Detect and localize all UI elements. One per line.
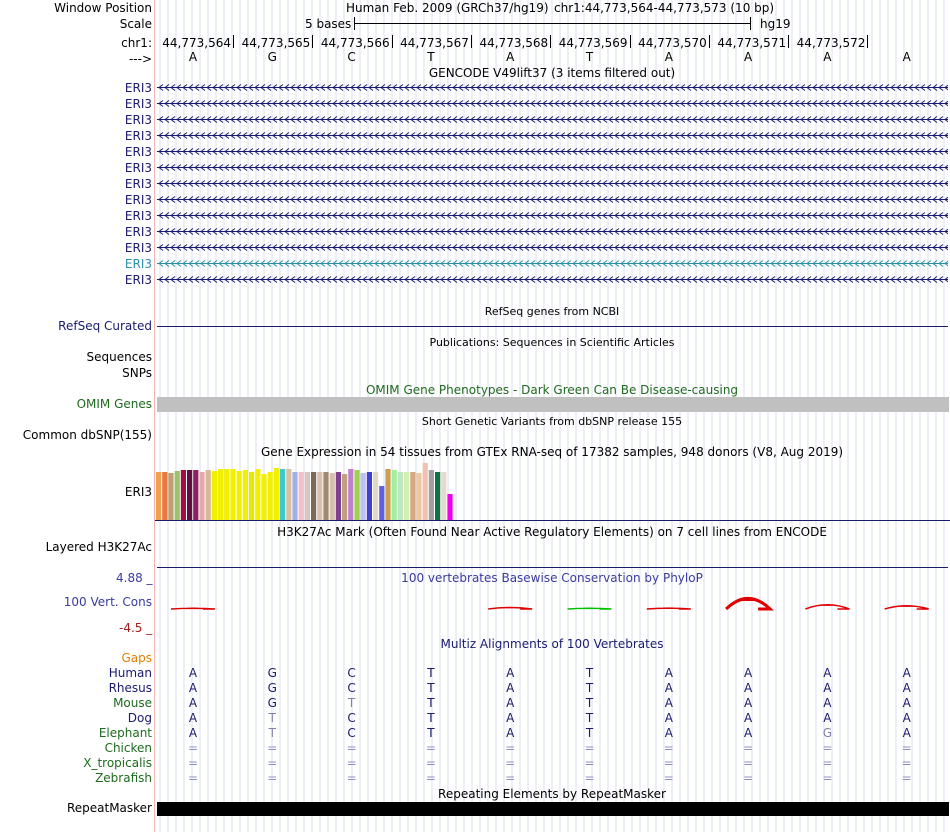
coord-label: 44,773,565: [241, 36, 311, 50]
window-position-label: Window Position: [54, 1, 152, 15]
phylop-score-mark[interactable]: [805, 605, 849, 609]
aligned-base: =: [187, 771, 199, 785]
gtex-tissue-bar[interactable]: [292, 472, 297, 520]
phylop-score-mark[interactable]: [726, 599, 770, 610]
aligned-base: A: [664, 696, 673, 710]
aligned-base: =: [822, 741, 833, 755]
coord-label: 44,773,567: [400, 36, 469, 50]
gtex-tissue-bar[interactable]: [416, 473, 421, 520]
h3k27ac-track-label[interactable]: Layered H3K27Ac: [45, 540, 152, 554]
species-label[interactable]: X_tropicalis: [83, 756, 152, 770]
gtex-tissue-bar[interactable]: [373, 472, 378, 520]
gtex-tissue-bar[interactable]: [268, 472, 273, 520]
aligned-base: A: [743, 696, 753, 710]
aligned-base: T: [347, 696, 356, 710]
aligned-base: =: [743, 741, 754, 755]
gene-label[interactable]: ERI3: [124, 129, 152, 143]
publications-track-title[interactable]: Publications: Sequences in Scientific Articles: [429, 336, 675, 349]
aligned-base: G: [267, 681, 277, 695]
species-label[interactable]: Zebrafish: [95, 771, 152, 785]
reference-base: C: [347, 50, 356, 64]
gtex-baseline: [155, 520, 950, 521]
species-label[interactable]: Human: [108, 666, 152, 680]
gene-label[interactable]: ERI3: [124, 145, 152, 159]
gtex-tissue-bar[interactable]: [385, 469, 390, 520]
gtex-tissue-bar[interactable]: [299, 472, 304, 520]
aligned-base: A: [902, 726, 911, 740]
gtex-tissue-bar[interactable]: [367, 472, 372, 520]
gtex-tissue-bar[interactable]: [230, 469, 235, 520]
phylop-track-title[interactable]: 100 vertebrates Basewise Conservation by PhyloP: [401, 571, 703, 585]
coord-tick: [709, 35, 710, 48]
reference-base: A: [902, 50, 911, 64]
repeatmasker-feature-bar[interactable]: [157, 802, 949, 816]
gene-model-bar[interactable]: [157, 179, 948, 188]
gene-label[interactable]: ERI3: [124, 113, 152, 127]
gtex-tissue-bar[interactable]: [237, 471, 242, 520]
aligned-base: =: [743, 771, 754, 785]
aligned-base: A: [506, 726, 515, 740]
gene-model-bar[interactable]: [157, 275, 948, 284]
gtex-tissue-bar[interactable]: [162, 472, 167, 520]
coord-tick: [471, 35, 472, 48]
aligned-base: G: [822, 726, 833, 740]
coord-label: 44,773,566: [320, 36, 390, 50]
refseq-line[interactable]: [157, 326, 948, 327]
aligned-base: =: [505, 771, 516, 785]
gtex-tissue-bar[interactable]: [398, 472, 403, 520]
aligned-base: T: [427, 726, 435, 740]
coord-label: 44,773,571: [717, 36, 787, 50]
coord-tick: [312, 35, 313, 48]
gene-label[interactable]: ERI3: [124, 97, 152, 111]
track-separator: [154, 0, 155, 832]
aligned-base: =: [584, 741, 595, 755]
aligned-base: A: [188, 726, 198, 740]
scale-bar-right-tick: [750, 17, 751, 30]
repeatmasker-track-title[interactable]: Repeating Elements by RepeatMasker: [438, 787, 666, 801]
coord-label: 44,773,570: [638, 36, 707, 50]
aligned-base: =: [425, 771, 436, 785]
aligned-base: =: [267, 756, 278, 770]
aligned-base: A: [823, 681, 832, 695]
aligned-base: =: [822, 756, 833, 770]
refseq-track-label[interactable]: RefSeq Curated: [58, 319, 152, 333]
gtex-tissue-bar[interactable]: [243, 470, 248, 520]
coord-label: 44,773,572: [796, 36, 866, 50]
aligned-base: T: [427, 711, 435, 725]
aligned-base: A: [743, 726, 753, 740]
aligned-base: =: [187, 741, 199, 755]
aligned-base: =: [346, 771, 357, 785]
aligned-base: A: [664, 666, 673, 680]
reference-base: G: [267, 50, 277, 64]
gtex-tissue-bar[interactable]: [187, 470, 192, 520]
scale-db: hg19: [760, 17, 791, 31]
aligned-base: A: [664, 711, 673, 725]
reference-base: A: [664, 50, 673, 64]
gene-model-bar[interactable]: [157, 259, 948, 268]
phylop-score-mark[interactable]: [885, 606, 929, 609]
aligned-base: A: [823, 711, 832, 725]
aligned-base: =: [505, 756, 516, 770]
reference-base: T: [427, 50, 435, 64]
coord-label: 44,773,569: [558, 36, 628, 50]
gene-model-bar[interactable]: [157, 227, 948, 236]
reference-base: A: [823, 50, 832, 64]
gtex-tissue-bar[interactable]: [224, 469, 229, 520]
phylop-max-label: 4.88 _: [116, 571, 153, 585]
gene-label[interactable]: ERI3: [124, 81, 152, 95]
aligned-base: G: [267, 666, 277, 680]
gtex-tissue-bar[interactable]: [441, 472, 446, 520]
aligned-base: =: [267, 741, 278, 755]
coord-tick: [788, 35, 789, 48]
aligned-base: =: [187, 756, 199, 770]
aligned-base: A: [188, 666, 198, 680]
gtex-tissue-bar[interactable]: [249, 472, 254, 520]
gtex-tissue-bar[interactable]: [447, 494, 452, 520]
aligned-base: A: [902, 711, 911, 725]
gene-label[interactable]: ERI3: [124, 177, 152, 191]
aligned-base: A: [743, 711, 753, 725]
aligned-base: =: [267, 771, 278, 785]
aligned-base: C: [347, 726, 356, 740]
aligned-base: =: [584, 771, 595, 785]
gtex-tissue-bar[interactable]: [181, 470, 186, 520]
gene-model-bar[interactable]: [157, 211, 948, 220]
gtex-tissue-bar[interactable]: [336, 472, 341, 520]
coord-tick: [550, 35, 551, 48]
aligned-base: A: [743, 681, 753, 695]
sequences-track-label[interactable]: Sequences: [86, 350, 152, 364]
aligned-base: =: [663, 756, 674, 770]
phylop-plot[interactable]: [155, 586, 950, 626]
gencode-track-title[interactable]: GENCODE V49lift37 (3 items filtered out): [428, 66, 676, 80]
gtex-tissue-bar[interactable]: [168, 473, 173, 520]
aligned-base: A: [664, 681, 673, 695]
scale-text: 5 bases: [305, 17, 352, 31]
aligned-base: A: [902, 681, 911, 695]
gtex-tissue-bar[interactable]: [175, 471, 180, 520]
phylop-score-mark[interactable]: [171, 608, 215, 609]
aligned-base: T: [585, 696, 594, 710]
refseq-track-title[interactable]: RefSeq genes from NCBI: [484, 305, 620, 318]
reference-base: T: [585, 50, 594, 64]
scale-bar-left-tick: [354, 17, 355, 30]
gtex-tissue-bar[interactable]: [410, 472, 415, 520]
aligned-base: G: [267, 696, 277, 710]
phylop-score-mark[interactable]: [568, 608, 612, 609]
phylop-min-label: -4.5 _: [119, 621, 153, 635]
phylop-track-label[interactable]: 100 Vert. Cons: [63, 595, 152, 609]
gtex-tissue-bar[interactable]: [330, 473, 335, 520]
aligned-base: =: [663, 741, 674, 755]
aligned-base: A: [188, 711, 198, 725]
gtex-tissue-bar[interactable]: [305, 472, 310, 520]
gene-model-bar[interactable]: [157, 115, 948, 124]
reference-base: A: [188, 50, 198, 64]
omim-feature-bar[interactable]: [157, 397, 949, 412]
assembly-name: Human Feb. 2009 (GRCh37/hg19): [346, 1, 549, 15]
snps-track-label[interactable]: SNPs: [122, 366, 152, 380]
aligned-base: A: [823, 666, 832, 680]
gtex-tissue-bar[interactable]: [423, 463, 428, 520]
gene-label[interactable]: ERI3: [124, 273, 152, 287]
gtex-tissue-bar[interactable]: [206, 470, 211, 520]
aligned-base: =: [505, 741, 516, 755]
position-readout: chr1:44,773,564-44,773,573 (10 bp): [554, 1, 775, 15]
aligned-base: T: [585, 711, 594, 725]
dbsnp-track-label[interactable]: Common dbSNP(155): [22, 428, 152, 442]
coord-tick: [233, 35, 234, 48]
species-label[interactable]: Dog: [127, 711, 152, 725]
gtex-tissue-bar[interactable]: [435, 472, 440, 520]
gene-model-bar[interactable]: [157, 243, 948, 252]
h3k27ac-baseline: [157, 567, 948, 568]
scale-bar: [354, 23, 751, 24]
multiz-track-title[interactable]: Multiz Alignments of 100 Vertebrates: [440, 637, 664, 651]
aligned-base: A: [902, 696, 911, 710]
gtex-tissue-bar[interactable]: [323, 472, 328, 520]
reference-base: A: [743, 50, 753, 64]
aligned-base: =: [663, 771, 674, 785]
aligned-base: C: [347, 666, 356, 680]
aligned-base: =: [425, 756, 436, 770]
gtex-tissue-bar[interactable]: [392, 470, 397, 520]
gene-model-bar[interactable]: [157, 99, 948, 108]
aligned-base: C: [347, 711, 356, 725]
aligned-base: =: [584, 756, 595, 770]
gtex-tissue-bar[interactable]: [218, 469, 223, 520]
aligned-base: A: [506, 681, 515, 695]
gene-label[interactable]: ERI3: [124, 241, 152, 255]
coord-label: 44,773,564: [162, 36, 231, 50]
aligned-base: T: [427, 696, 435, 710]
coord-label: 44,773,568: [479, 36, 549, 50]
aligned-base: =: [901, 756, 912, 770]
aligned-base: =: [346, 741, 357, 755]
aligned-base: C: [347, 681, 356, 695]
gtex-expression-bars[interactable]: [155, 460, 950, 522]
gene-model-bar[interactable]: [157, 83, 948, 92]
gtex-tissue-bar[interactable]: [404, 472, 409, 520]
gtex-tissue-bar[interactable]: [361, 473, 366, 520]
phylop-score-mark[interactable]: [488, 608, 532, 610]
aligned-base: A: [902, 666, 911, 680]
gtex-track-title[interactable]: Gene Expression in 54 tissues from GTEx RNA-seq of 17382 samples, 948 donors (V8, Aug 2019): [260, 445, 844, 459]
omim-track-title[interactable]: OMIM Gene Phenotypes - Dark Green Can Be Disease-causing: [365, 383, 739, 397]
omim-track-label[interactable]: OMIM Genes: [76, 397, 152, 411]
gtex-tissue-bar[interactable]: [311, 472, 316, 520]
gtex-tissue-bar[interactable]: [342, 474, 347, 520]
aligned-base: A: [506, 696, 515, 710]
aligned-base: T: [427, 681, 435, 695]
gene-model-bar[interactable]: [157, 195, 948, 204]
aligned-base: T: [585, 666, 594, 680]
gtex-tissue-bar[interactable]: [212, 471, 217, 520]
aligned-base: A: [506, 711, 515, 725]
gene-model-bar[interactable]: [157, 131, 948, 140]
aligned-base: A: [188, 681, 198, 695]
gtex-tissue-bar[interactable]: [193, 470, 198, 520]
coord-tick: [630, 35, 631, 48]
chrom-label: chr1:: [121, 36, 152, 50]
gene-label[interactable]: ERI3: [124, 257, 152, 271]
gene-model-bar[interactable]: [157, 147, 948, 156]
gtex-tissue-bar[interactable]: [429, 470, 434, 520]
gtex-tissue-bar[interactable]: [348, 469, 353, 520]
repeatmasker-track-label[interactable]: RepeatMasker: [66, 801, 152, 815]
aligned-base: T: [427, 666, 435, 680]
gtex-tissue-bar[interactable]: [354, 470, 359, 520]
aligned-base: =: [425, 741, 436, 755]
gtex-tissue-bar[interactable]: [379, 486, 384, 520]
aligned-base: T: [585, 726, 594, 740]
gtex-tissue-bar[interactable]: [261, 474, 266, 520]
aligned-base: =: [901, 771, 912, 785]
gtex-tissue-bar[interactable]: [156, 472, 161, 520]
gtex-tissue-bar[interactable]: [255, 469, 260, 520]
gene-label[interactable]: ERI3: [124, 209, 152, 223]
gtex-tissue-bar[interactable]: [274, 468, 279, 520]
species-label[interactable]: Mouse: [113, 696, 152, 710]
aligned-base: T: [268, 711, 276, 725]
phylop-score-mark[interactable]: [647, 608, 691, 609]
reference-base: A: [506, 50, 515, 64]
aligned-base: =: [743, 756, 754, 770]
aligned-base: T: [268, 726, 276, 740]
gtex-tissue-bar[interactable]: [199, 472, 204, 520]
gtex-track-label[interactable]: ERI3: [124, 485, 152, 499]
gtex-tissue-bar[interactable]: [317, 472, 322, 520]
species-label[interactable]: Chicken: [104, 741, 152, 755]
aligned-base: A: [506, 666, 515, 680]
dbsnp-track-title[interactable]: Short Genetic Variants from dbSNP release 155: [421, 415, 683, 428]
gaps-label[interactable]: Gaps: [121, 651, 152, 665]
aligned-base: A: [743, 666, 753, 680]
aligned-base: A: [188, 696, 198, 710]
aligned-base: =: [822, 771, 833, 785]
aligned-base: T: [585, 681, 594, 695]
scale-label: Scale: [119, 17, 152, 31]
aligned-base: =: [346, 756, 357, 770]
gene-label[interactable]: ERI3: [124, 225, 152, 239]
aligned-base: A: [664, 726, 673, 740]
gene-model-bar[interactable]: [157, 163, 948, 172]
aligned-base: =: [901, 741, 912, 755]
gtex-tissue-bar[interactable]: [280, 469, 285, 520]
gene-label[interactable]: ERI3: [124, 193, 152, 207]
gene-label[interactable]: ERI3: [124, 161, 152, 175]
coord-tick: [867, 35, 868, 48]
species-label[interactable]: Rhesus: [108, 681, 152, 695]
gtex-tissue-bar[interactable]: [286, 469, 291, 520]
coord-tick: [392, 35, 393, 48]
h3k27ac-track-title[interactable]: H3K27Ac Mark (Often Found Near Active Regulatory Elements) on 7 cell lines from ENCODE: [277, 525, 827, 539]
species-label[interactable]: Elephant: [98, 726, 152, 740]
aligned-base: A: [823, 696, 832, 710]
strand-label: --->: [128, 52, 152, 66]
